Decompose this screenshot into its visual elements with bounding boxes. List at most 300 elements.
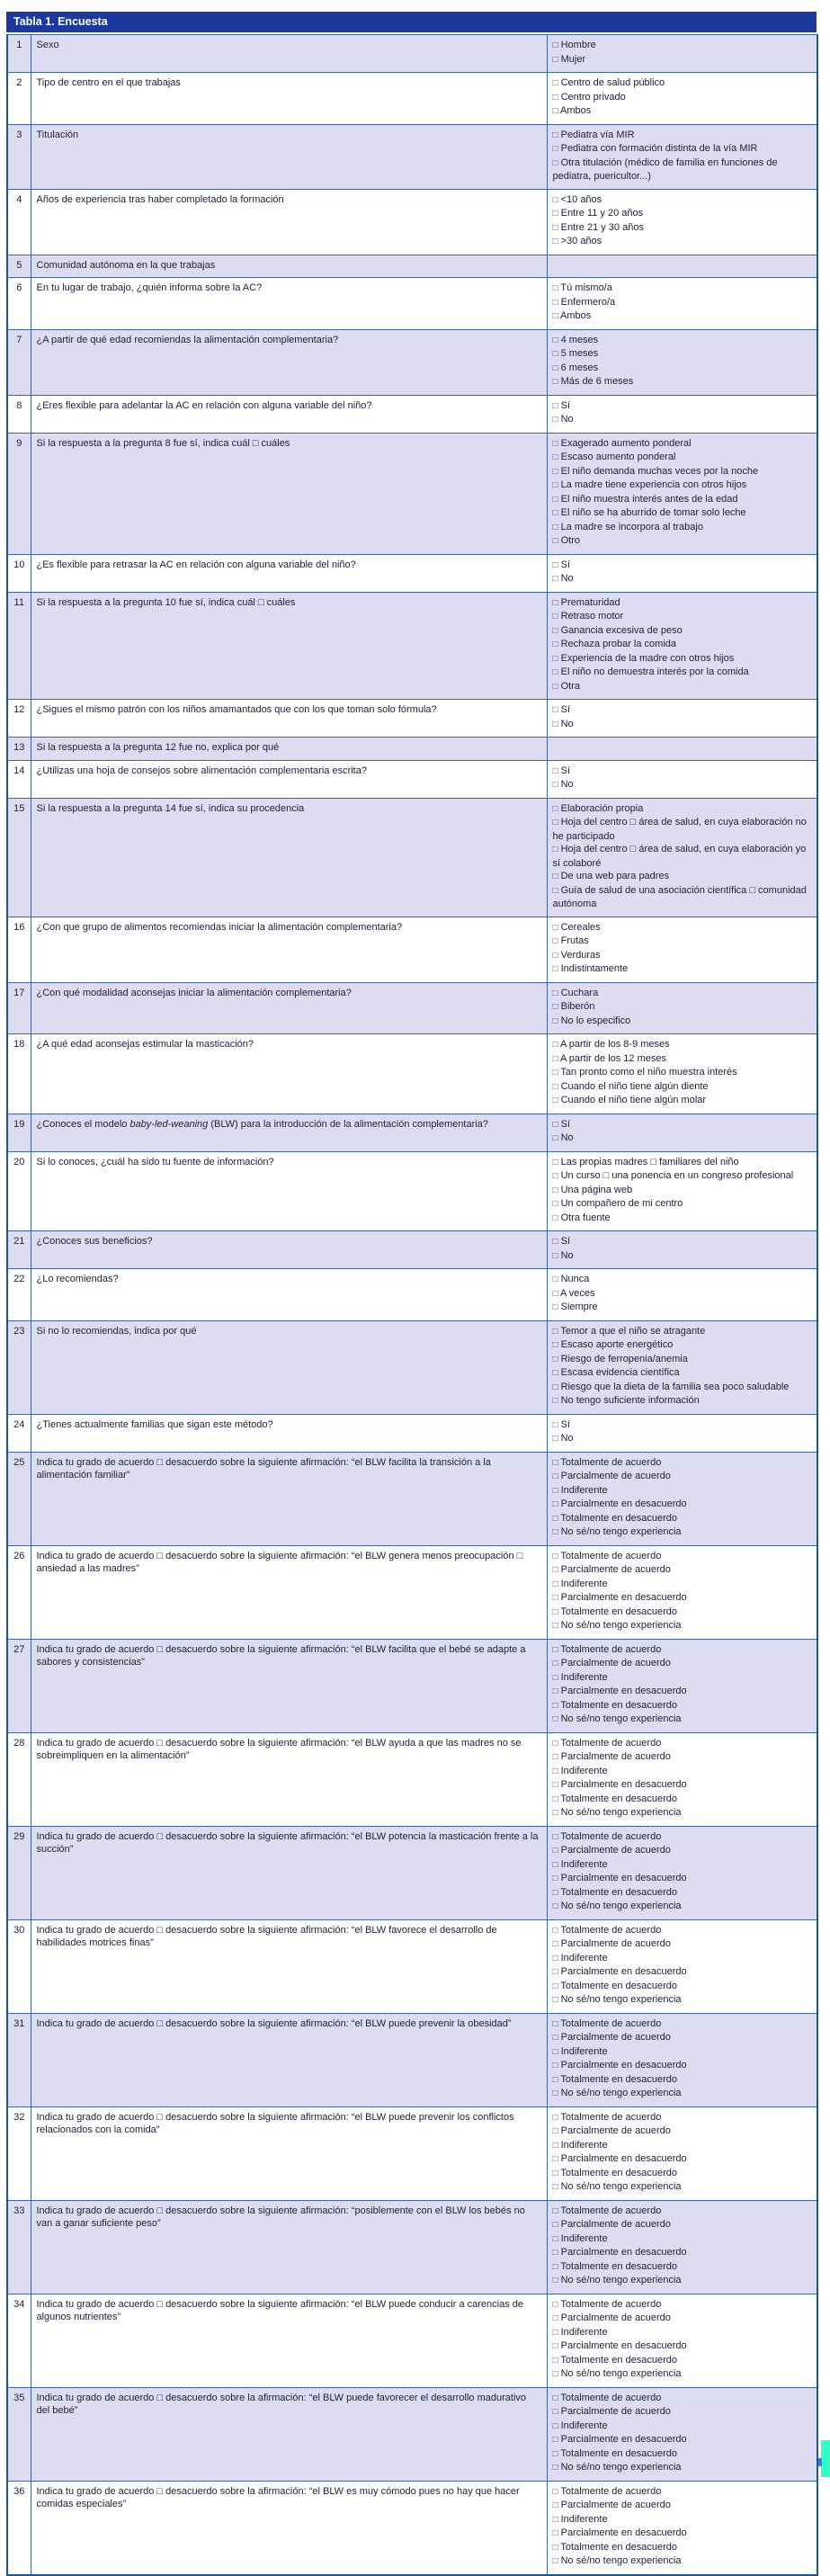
answer-label: Totalmente de acuerdo (558, 2111, 662, 2123)
answer-label: Parcialmente de acuerdo (558, 1471, 671, 1481)
checkbox-icon: □ (552, 335, 558, 345)
answer-label: Indiferente (558, 2326, 608, 2338)
checkbox-icon: □ (552, 144, 558, 154)
checkbox-icon: □ (552, 936, 558, 946)
answer-label: Totalmente en desacuerdo (558, 1793, 678, 1804)
answer-option (553, 1563, 812, 1578)
checkbox-icon: □ (552, 400, 558, 411)
answer-label: Otra titulación (médico de familia en funciones de pediatra, puericultor...) (552, 157, 778, 182)
answer-option (553, 2298, 812, 2312)
checkbox-icon: □ (552, 106, 558, 116)
answer-label: No sé/no tengo experiencia (558, 1713, 682, 1724)
answer-label: Totalmente en desacuerdo (558, 2167, 678, 2178)
answer-label: Enfermero/a (558, 296, 616, 308)
checkbox-icon: □ (552, 640, 558, 649)
checkbox-icon: □ (552, 78, 558, 88)
answer-label: Riesgo que la dieta de la familia sea poco saludable (558, 1381, 790, 1392)
answer-option (553, 1765, 812, 1779)
answer-option (553, 1249, 812, 1264)
question-cell (31, 2387, 547, 2481)
answer-option (553, 1793, 812, 1807)
checkbox-icon: □ (552, 1659, 558, 1668)
answer-label: Parcialmente en desacuerdo (558, 2153, 687, 2164)
table-row (7, 592, 817, 700)
answer-label: No sé/no tengo experiencia (558, 2555, 682, 2566)
answer-label: Cuchara (558, 987, 599, 998)
question-text: Indica tu grado de acuerdo □ desacuerdo sobre la siguiente afirmación: “el BLW potencia la masticación frente a la succión” (36, 1830, 539, 1855)
answers-cell (547, 1919, 817, 2013)
answer-option (553, 142, 812, 157)
row-number: 32 (7, 2106, 31, 2200)
answer-label: Un curso □ una ponencia en un congreso profesional (558, 1170, 794, 1181)
answer-option (553, 39, 812, 53)
row-number: 4 (7, 189, 31, 255)
answer-option (553, 1456, 812, 1471)
answers-cell (547, 982, 817, 1034)
question-cell (31, 2106, 547, 2200)
answer-option (553, 2461, 812, 2475)
question-text: Indica tu grado de acuerdo □ desacuerdo sobre la siguiente afirmación: “el BLW genera menos preocupación □ ansiedad a las madres” (36, 1550, 523, 1574)
checkbox-icon: □ (552, 209, 558, 219)
checkbox-icon: □ (552, 653, 558, 664)
answer-label: Totalmente de acuerdo (558, 2298, 662, 2310)
checkbox-icon: □ (552, 297, 558, 308)
checkbox-icon: □ (552, 2407, 558, 2417)
answer-option (553, 816, 812, 843)
answer-option (553, 334, 812, 348)
question-text: ¿Tienes actualmente familias que sigan este método? (36, 1418, 273, 1430)
row-number: 24 (7, 1414, 31, 1452)
answers-cell (547, 1414, 817, 1452)
checkbox-icon: □ (552, 1700, 558, 1711)
row-number: 11 (7, 592, 31, 700)
answer-option (553, 1872, 812, 1886)
answer-label: Totalmente de acuerdo (558, 2485, 662, 2497)
answer-option (553, 802, 812, 817)
question-cell (31, 1269, 547, 1321)
answer-label: No (558, 779, 574, 790)
answer-label: Más de 6 meses (558, 376, 634, 387)
answer-label: Parcialmente de acuerdo (558, 1658, 671, 1668)
answers-cell (547, 700, 817, 738)
checkbox-icon: □ (552, 1925, 558, 1936)
answer-option (553, 949, 812, 963)
checkbox-icon: □ (552, 1672, 558, 1683)
answer-label: Escaso aporte energético (558, 1339, 674, 1350)
checkbox-icon: □ (552, 1471, 558, 1481)
answer-label: Sí (558, 1236, 570, 1247)
answer-option (553, 1591, 812, 1606)
answers-cell (547, 798, 817, 917)
table-row (7, 278, 817, 330)
checkbox-icon: □ (552, 1981, 558, 1991)
answer-option (553, 1156, 812, 1170)
answer-label: Guía de salud de una asociación científica □ comunidad autónoma (552, 884, 807, 909)
answer-option (553, 1606, 812, 1620)
answer-option (553, 1273, 812, 1287)
checkbox-icon: □ (552, 1434, 558, 1444)
table-row (7, 124, 817, 189)
checkbox-icon: □ (552, 1714, 558, 1724)
answer-option (553, 1952, 812, 1966)
checkbox-icon: □ (552, 1212, 558, 1223)
answer-option (553, 610, 812, 624)
row-number: 5 (7, 255, 31, 278)
answers-cell (547, 189, 817, 255)
row-number: 17 (7, 982, 31, 1034)
answer-label: Totalmente en desacuerdo (558, 1699, 678, 1711)
table-row (7, 2013, 817, 2106)
answer-option (553, 2485, 812, 2500)
answer-option (553, 1169, 812, 1184)
answer-option (553, 2180, 812, 2195)
checkbox-icon: □ (552, 40, 558, 50)
checkbox-icon: □ (552, 1579, 558, 1589)
answer-label: Indiferente (558, 1765, 608, 1776)
row-number: 27 (7, 1639, 31, 1732)
answer-option (553, 652, 812, 666)
question-cell (31, 35, 547, 73)
checkbox-icon: □ (552, 522, 558, 532)
question-cell (31, 1545, 547, 1639)
checkbox-icon: □ (552, 818, 558, 827)
answer-option (553, 703, 812, 718)
table-row (7, 2387, 817, 2481)
checkbox-icon: □ (552, 2046, 558, 2057)
answer-label: Parcialmente en desacuerdo (558, 2247, 687, 2258)
checkbox-icon: □ (552, 1382, 558, 1392)
checkbox-icon: □ (552, 2112, 558, 2123)
answer-label: Parcialmente de acuerdo (558, 1938, 671, 1949)
checkbox-icon: □ (552, 574, 558, 584)
checkbox-icon: □ (552, 2248, 558, 2258)
checkbox-icon: □ (552, 2233, 558, 2244)
answer-label: Riesgo de ferropenia/anemia (558, 1353, 688, 1364)
answers-cell (547, 1732, 817, 1826)
answer-option (553, 1118, 812, 1132)
answers-cell (547, 433, 817, 554)
answer-label: Indiferente (558, 1671, 608, 1683)
question-text: ¿Con que grupo de alimentos recomiendas iniciar la alimentación complementaria? (36, 921, 403, 933)
checkbox-icon: □ (552, 1237, 558, 1247)
question-text: En tu lugar de trabajo, ¿quién informa sobre la AC? (36, 282, 263, 293)
answer-option (553, 680, 812, 694)
answer-option (553, 2339, 812, 2354)
row-number: 21 (7, 1231, 31, 1269)
checkbox-icon: □ (552, 222, 558, 233)
row-number: 2 (7, 73, 31, 125)
answer-option (553, 1301, 812, 1315)
question-text: Años de experiencia tras haber completado la formación (36, 193, 284, 205)
table-row (7, 1919, 817, 2013)
answer-label: Totalmente de acuerdo (558, 2205, 662, 2216)
question-text: Indica tu grado de acuerdo □ desacuerdo sobre la siguiente afirmación: “el BLW facilita que el bebé se adapte a sabores y consistencias” (36, 1643, 526, 1668)
question-text: ¿Conoces sus beneficios? (36, 1236, 153, 1247)
checkbox-icon: □ (552, 885, 558, 896)
question-cell (31, 1114, 547, 1151)
answer-option (553, 1713, 812, 1727)
row-number: 33 (7, 2200, 31, 2294)
checkbox-icon: □ (552, 559, 558, 570)
checkbox-icon: □ (552, 157, 558, 168)
answer-option (553, 1699, 812, 1713)
question-cell (31, 554, 547, 592)
question-text: Si la respuesta a la pregunta 14 fue sí, indica su procedencia (36, 802, 305, 814)
checkbox-icon: □ (552, 237, 558, 246)
answer-label: No sé/no tengo experiencia (558, 2181, 682, 2192)
answers-cell (547, 1826, 817, 1919)
table-row (7, 2200, 817, 2294)
answers-cell (547, 1269, 817, 1321)
answer-label: Totalmente de acuerdo (558, 1924, 662, 1936)
answer-label: 4 meses (558, 334, 599, 345)
checkbox-icon: □ (552, 612, 558, 622)
answer-option (553, 2354, 812, 2368)
answer-label: Cuando el niño tiene algún molar (558, 1095, 707, 1105)
table-row (7, 73, 817, 125)
question-text: Indica tu grado de acuerdo □ desacuerdo sobre la siguiente afirmación: “el BLW ayuda a que las madres no se sobreimpliquen en la alimentación” (36, 1737, 522, 1761)
answer-option (553, 1685, 812, 1699)
survey-rows (7, 35, 817, 2575)
table-row (7, 1452, 817, 1545)
answer-label: Totalmente en desacuerdo (558, 2447, 678, 2459)
answers-cell (547, 738, 817, 761)
answer-option (553, 2124, 812, 2139)
table-row (7, 35, 817, 73)
answer-label: Elaboración propia (558, 802, 644, 814)
answer-option (553, 91, 812, 105)
checkbox-icon: □ (552, 1901, 558, 1911)
answer-label: Indiferente (558, 2232, 608, 2244)
question-cell (31, 2013, 547, 2106)
table-row (7, 1639, 817, 1732)
checkbox-icon: □ (552, 1551, 558, 1561)
answer-option (553, 666, 812, 680)
question-cell (31, 1639, 547, 1732)
table-row (7, 329, 817, 395)
table-title: Tabla 1. Encuesta (6, 12, 817, 32)
table-row (7, 982, 817, 1034)
answer-option (553, 221, 812, 236)
question-text: ¿Sigues el mismo patrón con los niños amamantados que con los que toman solo fórmula? (36, 704, 437, 715)
answer-label: Experiencia de la madre con otros hijos (558, 652, 735, 664)
answer-label: Totalmente en desacuerdo (558, 2073, 678, 2085)
checkbox-icon: □ (552, 1250, 558, 1261)
answer-label: Totalmente de acuerdo (558, 1550, 662, 1561)
answer-option (553, 2513, 812, 2527)
answer-label: Sí (558, 399, 570, 411)
answer-option (553, 2554, 812, 2569)
checkbox-icon: □ (552, 508, 558, 518)
question-text: ¿Lo recomiendas? (36, 1274, 119, 1284)
answer-label: Sí (558, 765, 570, 776)
row-number: 10 (7, 554, 31, 592)
checkbox-icon: □ (552, 377, 558, 387)
checkbox-icon: □ (552, 1485, 558, 1496)
answer-label: A partir de los 8-9 meses (558, 1039, 670, 1050)
question-text: ¿A partir de qué edad recomiendas la alimentación complementaria? (36, 334, 339, 345)
answer-label: De una web para padres (558, 871, 670, 881)
checkbox-icon: □ (552, 597, 558, 608)
answer-option (553, 1235, 812, 1249)
question-cell (31, 189, 547, 255)
answer-label: El niño se ha aburrido de tomar solo leche (558, 507, 746, 518)
checkbox-icon: □ (552, 1119, 558, 1130)
answer-label: Centro de salud público (558, 77, 665, 88)
checkbox-icon: □ (552, 1157, 558, 1167)
answer-option (553, 1366, 812, 1381)
answer-option (553, 1287, 812, 1301)
answer-label: No sé/no tengo experiencia (558, 1807, 682, 1818)
question-cell (31, 1919, 547, 2013)
row-number: 20 (7, 1151, 31, 1231)
answer-label: Totalmente de acuerdo (558, 2392, 662, 2403)
answer-label: La madre tiene experiencia con otros hijos (558, 479, 747, 490)
question-cell (31, 433, 547, 554)
checkbox-icon: □ (552, 1354, 558, 1364)
answers-cell (547, 255, 817, 278)
checkbox-icon: □ (552, 1780, 558, 1790)
answer-label: Parcialmente de acuerdo (558, 2406, 671, 2417)
answers-cell (547, 1545, 817, 1639)
row-number: 13 (7, 738, 31, 761)
answer-option (553, 235, 812, 249)
question-text: Indica tu grado de acuerdo □ desacuerdo sobre la siguiente afirmación: “el BLW puede conducir a carencias de algunos nutrientes” (36, 2298, 523, 2322)
answer-label: Otra fuente (558, 1212, 611, 1223)
answer-label: Indistintamente (558, 963, 629, 974)
answer-label: Sí (558, 1118, 570, 1130)
checkbox-icon: □ (552, 2435, 558, 2445)
answer-label: No sé/no tengo experiencia (558, 1526, 682, 1537)
checkbox-icon: □ (552, 1621, 558, 1631)
checkbox-icon: □ (552, 1887, 558, 1898)
question-cell (31, 1320, 547, 1414)
answers-cell (547, 278, 817, 330)
answer-label: Hombre (558, 40, 596, 50)
question-text: ¿Es flexible para retrasar la AC en relación con alguna variable del niño? (36, 559, 356, 570)
checkbox-icon: □ (552, 1606, 558, 1617)
answer-option (553, 843, 812, 870)
answer-option (553, 1381, 812, 1395)
question-cell (31, 1732, 547, 1826)
answer-label: Totalmente de acuerdo (558, 1456, 662, 1468)
question-text-italic: baby-led-weaning (129, 1118, 209, 1130)
checkbox-icon: □ (552, 1368, 558, 1378)
answer-option (553, 2326, 812, 2340)
answer-option (553, 1750, 812, 1765)
answer-label: Parcialmente de acuerdo (558, 1751, 671, 1762)
checkbox-icon: □ (552, 1995, 558, 2005)
answer-label: Una página web (558, 1184, 633, 1195)
answer-option (553, 2045, 812, 2060)
answer-label: Indiferente (558, 1952, 608, 1963)
answer-option (553, 987, 812, 1001)
answer-option (553, 2541, 812, 2555)
answer-option (553, 534, 812, 549)
answer-label: No (558, 414, 574, 425)
checkbox-icon: □ (552, 2556, 558, 2566)
answer-option (553, 1858, 812, 1873)
checkbox-icon: □ (552, 1068, 558, 1078)
checkbox-icon: □ (552, 1766, 558, 1776)
checkbox-icon: □ (552, 1859, 558, 1870)
answer-option (553, 1900, 812, 1914)
question-text: Si lo conoces, ¿cuál ha sido tu fuente de información? (36, 1156, 274, 1167)
question-cell (31, 1231, 547, 1269)
checkbox-icon: □ (552, 1326, 558, 1337)
checkbox-icon: □ (552, 845, 558, 854)
answers-cell (547, 554, 817, 592)
checkbox-icon: □ (552, 2074, 558, 2085)
answer-label: Indiferente (558, 1578, 608, 1589)
answer-option (553, 1484, 812, 1498)
checkbox-icon: □ (552, 1593, 558, 1603)
question-cell (31, 982, 547, 1034)
answer-option (553, 1212, 812, 1226)
row-number: 9 (7, 433, 31, 554)
answer-label: El niño muestra interés antes de la edad (558, 493, 738, 505)
answer-option (553, 76, 812, 91)
answer-option (553, 1671, 812, 1686)
answer-option (553, 2433, 812, 2447)
question-text: Tipo de centro en el que trabajas (36, 77, 181, 88)
answer-label: Parcialmente en desacuerdo (558, 1498, 687, 1509)
answer-label: Totalmente en desacuerdo (558, 1606, 678, 1617)
checkbox-icon: □ (552, 536, 558, 546)
checkbox-icon: □ (552, 988, 558, 998)
answer-label: Indiferente (558, 1484, 608, 1496)
question-text: Si la respuesta a la pregunta 12 fue no, explica por qué (36, 742, 280, 753)
answer-option (553, 1038, 812, 1052)
answer-label: Indiferente (558, 1858, 608, 1870)
answer-label: Temor a que el niño se atragante (558, 1325, 706, 1337)
answer-label: 5 meses (558, 348, 599, 359)
question-text: Comunidad autónoma en la que trabajas (36, 259, 216, 271)
answer-label: Indiferente (558, 2045, 608, 2057)
answer-option (553, 451, 812, 465)
question-text: ¿Utilizas una hoja de consejos sobre alimentación complementaria escrita? (36, 765, 367, 776)
checkbox-icon: □ (552, 1275, 558, 1284)
question-text: ¿Conoces el modelo (36, 1118, 130, 1130)
table-row (7, 1414, 817, 1452)
question-text: Indica tu grado de acuerdo □ desacuerdo sobre la siguiente afirmación: “el BLW puede prevenir los conflictos relacionados con la comida” (36, 2111, 514, 2135)
table-row (7, 1231, 817, 1269)
answer-label: El niño demanda muchas veces por la noche (558, 465, 759, 477)
answer-option (553, 1924, 812, 1938)
checkbox-icon: □ (552, 625, 558, 636)
question-cell (31, 2294, 547, 2387)
table-row (7, 1545, 817, 1639)
corner-tick (818, 2458, 822, 2466)
answer-label: Pediatra vía MIR (558, 129, 635, 140)
answer-option (553, 2073, 812, 2088)
checkbox-icon: □ (552, 2126, 558, 2136)
answer-option (553, 962, 812, 977)
answer-label: Nunca (558, 1274, 590, 1284)
answer-label: Parcialmente en desacuerdo (558, 1873, 687, 1883)
answer-label: Totalmente de acuerdo (558, 1737, 662, 1749)
answer-label: No sé/no tengo experiencia (558, 1994, 682, 2005)
answer-label: No sé/no tengo experiencia (558, 2368, 682, 2379)
answer-option (553, 1470, 812, 1484)
answer-option (553, 1980, 812, 1994)
answer-label: No (558, 1132, 574, 1143)
row-number: 36 (7, 2481, 31, 2575)
table-row (7, 1151, 817, 1231)
table-row (7, 433, 817, 554)
question-text: ¿Con qué modalidad aconsejas iniciar la alimentación complementaria? (36, 987, 352, 998)
checkbox-icon: □ (552, 1513, 558, 1524)
